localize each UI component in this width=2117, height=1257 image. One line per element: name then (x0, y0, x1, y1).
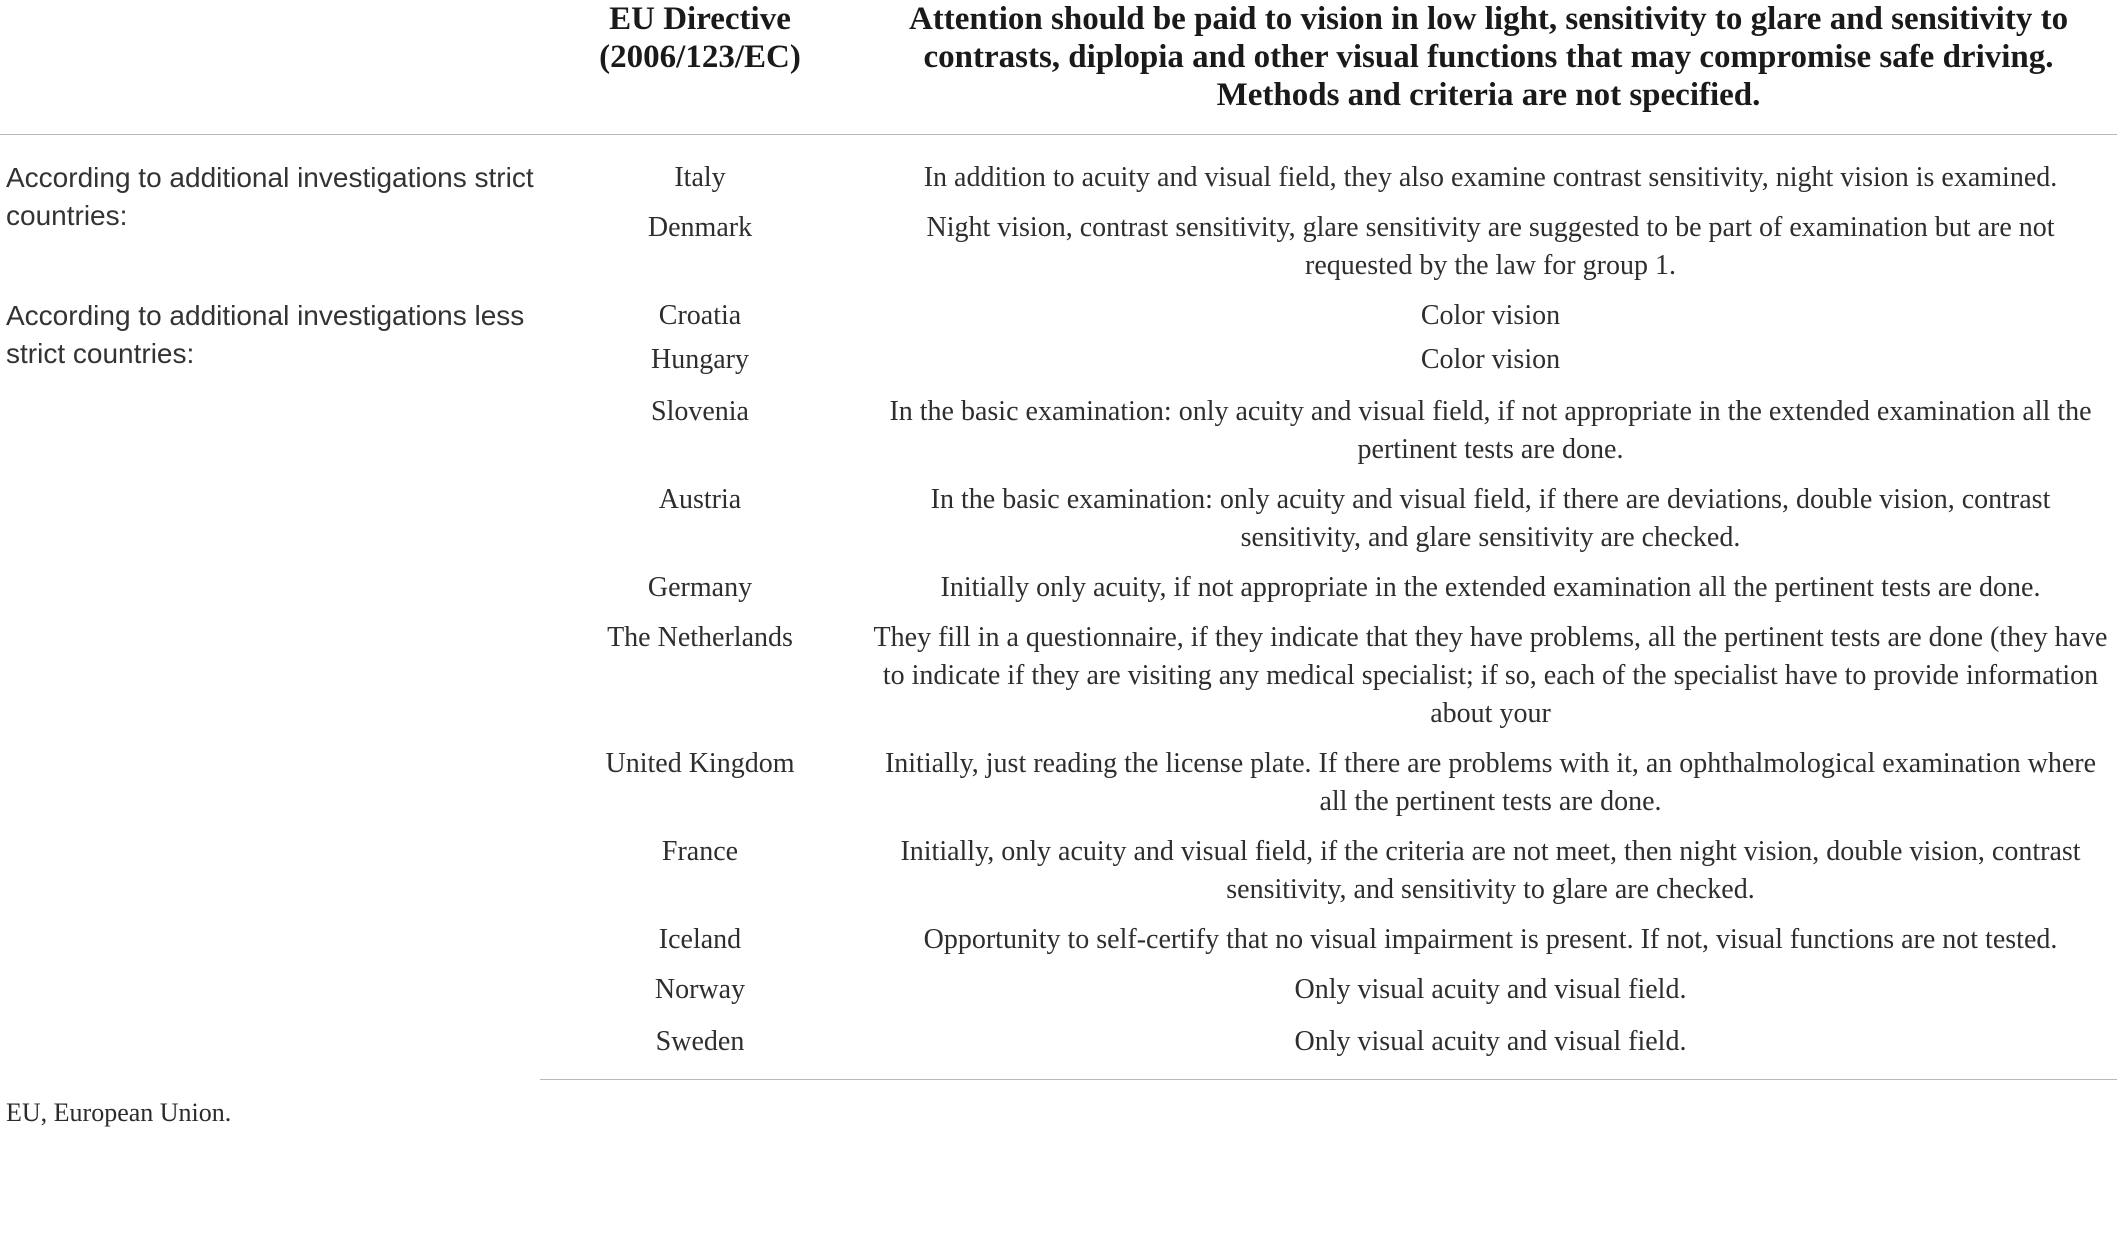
requirement-cell: Color vision (1420, 344, 1561, 375)
requirement-cell: They fill in a questionnaire, if they indicate that they have problems, all the pertinent tests are done (they have to indicate if they are visiting any medical specialist; if so, each of the specialist have to provide information about your (873, 622, 2108, 729)
table-row (0, 285, 2117, 335)
country-cell: Hungary (651, 344, 749, 375)
header-eu-directive-line2: (2006/123/EC) (599, 39, 801, 75)
table-footnote: EU, European Union. (6, 1098, 232, 1127)
header-category (0, 0, 540, 135)
country-cell: Slovenia (651, 396, 749, 427)
country-cell: Italy (674, 162, 726, 193)
requirement-cell: Only visual acuity and visual field. (1294, 974, 1687, 1005)
country-cell: France (661, 836, 739, 867)
requirement-cell: Initially, just reading the license plate. If there are problems with it, an ophthalmological examination where all the pertinent tests are done. (884, 748, 2097, 817)
group-label-strict: According to additional investigations strict countries: (6, 162, 534, 231)
country-cell: Denmark (647, 212, 753, 243)
country-cell: The Netherlands (607, 622, 793, 653)
requirement-cell: Only visual acuity and visual field. (860, 1009, 2117, 1080)
requirement-cell: Initially only acuity, if not appropriate in the extended examination all the pertinent tests are done. (940, 572, 2041, 603)
country-cell: United Kingdom (605, 748, 795, 779)
country-cell: Sweden (540, 1009, 860, 1080)
table-row (0, 135, 2117, 198)
header-eu-directive-line1: EU Directive (609, 1, 791, 37)
requirement-cell: Initially, only acuity and visual field, if the criteria are not meet, then night vision, double vision, contrast sensitivity, and sensitivity to glare are checked. (900, 836, 2081, 905)
requirement-cell: In the basic examination: only acuity and visual field, if not appropriate in the extended examination all the pertinent tests are done. (889, 396, 2092, 465)
country-cell: Norway (654, 974, 746, 1005)
table-header-row (0, 0, 2117, 135)
requirement-cell: Night vision, contrast sensitivity, glare sensitivity are suggested to be part of examination but are not requested by the law for group 1. (926, 212, 2055, 281)
requirement-cell: In the basic examination: only acuity and visual field, if there are deviations, double vision, contrast sensitivity, and glare sensitivity are checked. (930, 484, 2051, 553)
header-eu-directive (540, 0, 860, 135)
header-directive-text: Attention should be paid to vision in low light, sensitivity to glare and sensitivity to contrasts, diplopia and other visual functions that may compromise safe driving. Methods and criteria are not specified. (860, 0, 2117, 135)
requirement-cell: Opportunity to self-certify that no visual impairment is present. If not, visual functions are not tested. (923, 924, 2058, 955)
country-cell: Germany (647, 572, 753, 603)
country-cell: Iceland (658, 924, 742, 955)
requirement-cell: Color vision (1420, 300, 1561, 331)
country-cell: Austria (658, 484, 742, 515)
country-cell: Croatia (658, 300, 742, 331)
requirement-cell: In addition to acuity and visual field, they also examine contrast sensitivity, night vision is examined. (923, 162, 2058, 193)
group-label-less-strict: According to additional investigations less strict countries: (6, 300, 525, 369)
